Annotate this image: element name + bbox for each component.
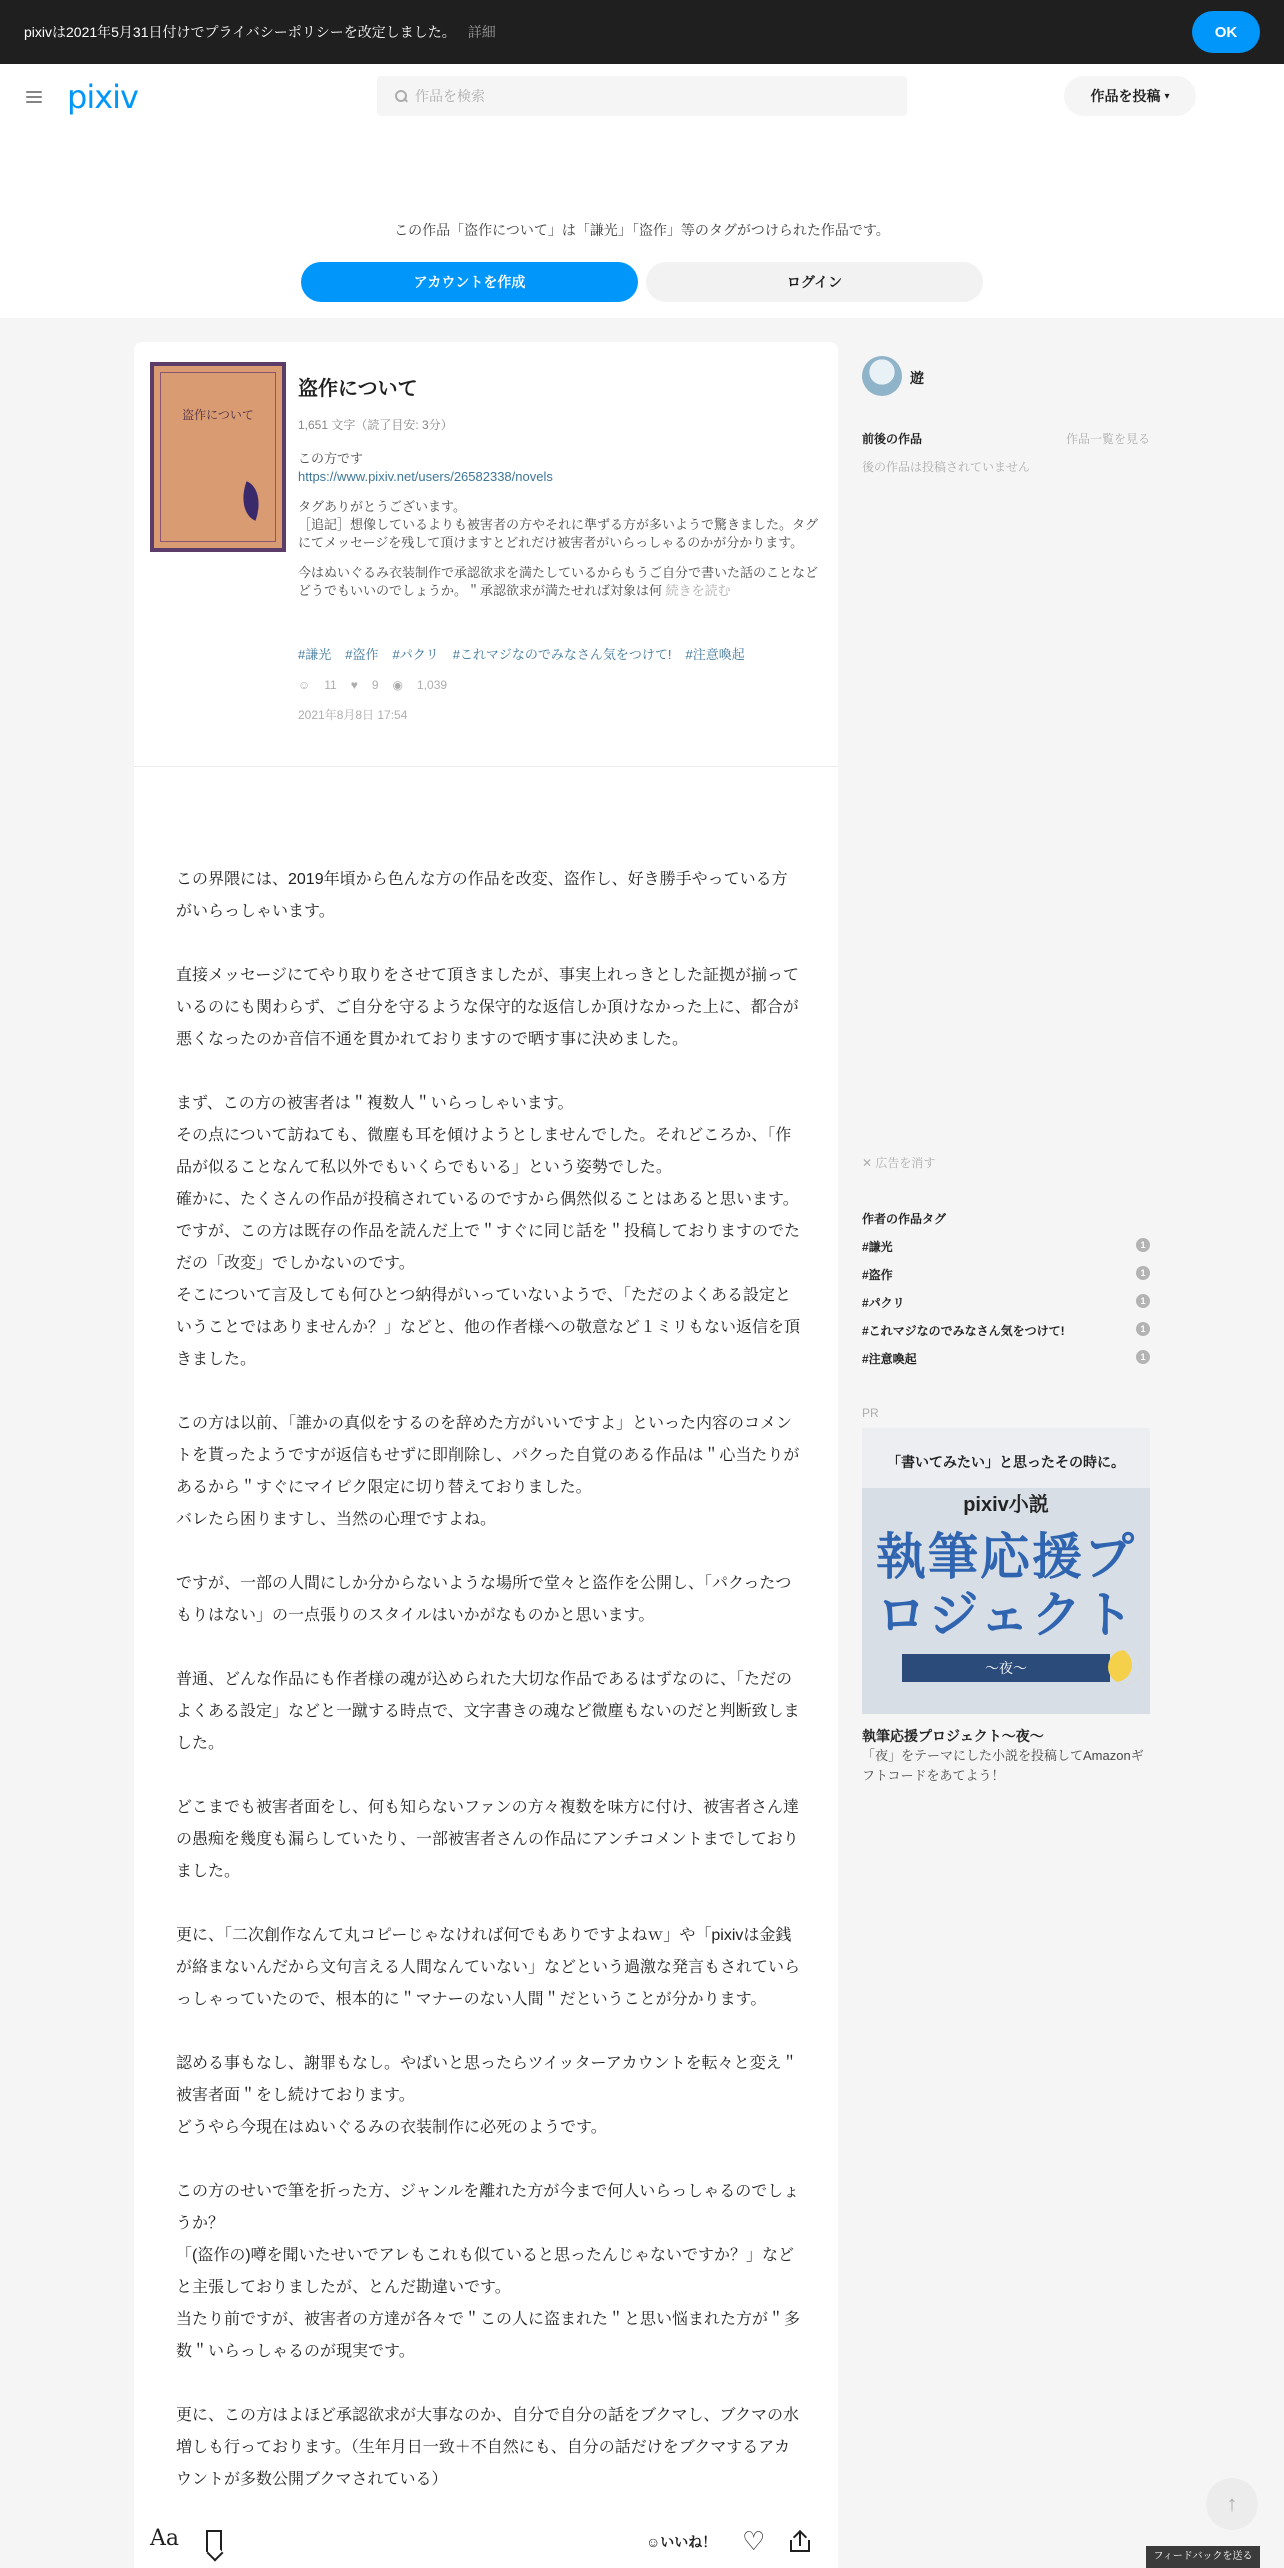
ad-description: 「夜」をテーマにした小説を投稿してAmazonギフトコードをあてよう！ (862, 1748, 1144, 1783)
caption-line: ［追記］想像しているよりも被害者の方やそれに準ずる方が多いようで驚きました。タグにてメッセージを残して頂けますとどれだけ被害者がいらっしゃるのかが分かります。 (298, 517, 819, 550)
search-input[interactable] (377, 76, 907, 116)
avatar[interactable] (862, 356, 902, 396)
author-tag-item[interactable] (862, 1294, 1150, 1311)
login-button[interactable]: ログイン (646, 262, 983, 302)
no-works-text: 後の作品は投稿されていません (862, 460, 1031, 474)
ad-headline: 執筆応援プロジェクト (876, 1529, 1136, 1643)
prev-next-heading: 前後の作品 (862, 432, 923, 446)
smile-icon: ☺ (646, 2534, 661, 2550)
author-tag-name: #盗作 (862, 1268, 893, 1282)
cover-frame (160, 372, 276, 542)
scroll-top-icon[interactable]: ↑ (1206, 2478, 1258, 2530)
signup-prompt (0, 128, 1284, 318)
novel-panel (134, 342, 838, 2568)
author-tag-name: #注意喚起 (862, 1352, 917, 1366)
body-paragraph: この方のせいで筆を折った方、ジャンルを離れた方が今まで何人いらっしゃるのでしょうか？ 「(盗作の)噂を聞いたせいでアレもこれも似ていると思ったんじゃないですか？」などと主張しておりましたが、とんだ勘違いです。 当たり前ですが、被害者の方達が各々で＂この人に盗まれた＂と思い悩まれた方が＂多数＂いらっしゃるのが現実です。 (176, 2183, 801, 2360)
like-label: いいね！ (660, 2534, 717, 2550)
ad-title[interactable]: 執筆応援プロジェクト～夜～ (862, 1728, 1044, 1744)
signup-prompt-text: この作品「盗作について」は「謙光」「盗作」等のタグがつけられた作品です。 (394, 222, 890, 238)
novel-title: 盗作について (298, 378, 418, 400)
tag-count: 1 (1136, 1350, 1150, 1364)
author-tag-name: #これマジなのでみなさん気をつけて! (862, 1324, 1065, 1338)
search-icon (395, 90, 407, 102)
tag-count: 1 (1136, 1322, 1150, 1336)
hide-ad-button[interactable]: ✕ 広告を消す (862, 1156, 936, 1170)
heart-icon[interactable]: ♡ (742, 2526, 766, 2556)
smile-icon: ☺ (298, 678, 311, 692)
body-paragraph: この方は以前、「誰かの真似をするのを辞めた方がいいですよ」といった内容のコメントを貰ったようですが返信もせずに即削除し、パクった自覚のある作品は＂心当たりがあるから＂すぐにマイピク限定に切り替えておりました。 バレたら困りますし、当然の心理ですよね。 (176, 1415, 800, 1528)
author-tag-name: #謙光 (862, 1240, 893, 1254)
body-paragraph: 直接メッセージにてやり取りをさせて頂きましたが、事実上れっきとした証拠が揃っているのにも関わらず、ご自分を守るような保守的な返信しか頂けなかった上に、都合が悪くなったのか音信不通を貫かれておりますので晒す事に決めました。 (176, 967, 800, 1048)
body-paragraph: この界隈には、2019年頃から色んな方の作品を改変、盗作し、好き勝手やっている方がいらっしゃいます。 (176, 871, 788, 920)
tag-link[interactable]: #注意喚起 (685, 647, 745, 662)
tag-count: 1 (1136, 1238, 1150, 1252)
tag-count: 1 (1136, 1294, 1150, 1308)
create-account-button[interactable]: アカウントを作成 (301, 262, 638, 302)
post-work-label: 作品を投稿 (1090, 88, 1161, 104)
tag-link[interactable]: #パクリ (392, 647, 439, 662)
body-paragraph: 更に、この方はよほど承認欲求が大事なのか、自分で自分の話をブクマし、ブクマの水増しも行っております。（生年月日一致＋不自然にも、自分の話だけをブクマするアカウントが多数公開ブクマされている） (176, 2407, 800, 2488)
novel-caption (298, 450, 820, 612)
author-name[interactable]: 遊 (910, 370, 924, 386)
tag-link[interactable]: #盗作 (345, 647, 379, 662)
post-date: 2021年8月8日 17:54 (298, 708, 408, 722)
share-icon[interactable] (790, 2530, 810, 2552)
like-count: 11 (324, 678, 337, 692)
ad-ribbon: ～夜～ (902, 1654, 1110, 1682)
search-placeholder: 作品を検索 (415, 88, 485, 104)
novel-length: 1,651 文字（読了目安: 3分） (298, 418, 453, 432)
author-tag-item[interactable] (862, 1322, 1150, 1339)
author-tags-heading: 作者の作品タグ (862, 1212, 947, 1226)
author-tag-name: #パクリ (862, 1296, 905, 1310)
body-paragraph: 普通、どんな作品にも作者様の魂が込められた大切な作品であるはずなのに、「ただのよくある設定」などと一蹴する時点で、文字書きの魂など微塵もないのだと判断致しました。 (176, 1671, 800, 1752)
ok-button[interactable]: OK (1192, 11, 1260, 53)
chevron-down-icon: ▾ (1164, 90, 1170, 102)
body-paragraph: まず、この方の被害者は＂複数人＂いらっしゃいます。 その点について訪ねても、微塵も耳を傾けようとしませんでした。それどころか、「作品が似ることなんて私以外でもいくらでもいる」という姿勢でした。 確かに、たくさんの作品が投稿されているのですから偶然似ることはあると思います。ですが、この方は既存の作品を読んだ上で＂すぐに同じ話を＂投稿しておりますのでただの「改変」でしかないのです。 そこについて言及しても何ひとつ納得がいっていないようで、「ただのよくある設定ということではありませんか？」などと、他の作者様への敬意など１ミリもない返信を頂きました。 (176, 1095, 801, 1368)
post-work-button[interactable] (1064, 76, 1196, 116)
privacy-notice-bar (0, 0, 1284, 64)
privacy-details-link[interactable]: 詳細 (467, 24, 496, 40)
menu-icon[interactable] (26, 91, 42, 103)
feedback-button[interactable]: フィードバックを送る (1146, 2546, 1260, 2568)
tag-count: 1 (1136, 1266, 1150, 1280)
eye-icon: ◉ (392, 678, 404, 692)
ad-brand: pixiv小説 (963, 1494, 1049, 1516)
divider (134, 766, 838, 767)
privacy-notice-text: pixivは2021年5月31日付けでプライバシーポリシーを改定しました。 (24, 24, 456, 40)
ad-tagline: 「書いてみたい」と思ったその時に。 (862, 1428, 1150, 1488)
tag-link[interactable]: #これマジなのでみなさん気をつけて! (452, 647, 672, 662)
author-tag-item[interactable] (862, 1266, 1150, 1283)
novel-body (176, 864, 800, 2528)
tag-link[interactable]: #謙光 (298, 647, 332, 662)
view-count: 1,039 (417, 678, 448, 692)
novel-stats (298, 678, 447, 692)
bookmark-icon[interactable] (206, 2530, 222, 2552)
pixiv-logo[interactable]: pixiv (67, 78, 138, 116)
novel-cover[interactable] (150, 362, 286, 552)
body-paragraph: 認める事もなし、謝罪もなし。やばいと思ったらツイッターアカウントを転々と変え＂被害者面＂をし続けております。 どうやら今現在はぬいぐるみの衣装制作に必死のようです。 (176, 2055, 798, 2136)
author-tag-item[interactable] (862, 1350, 1150, 1367)
caption-line: タグありがとうございます。 (298, 499, 466, 514)
work-list-link[interactable]: 作品一覧を見る (1065, 432, 1150, 446)
font-settings-button[interactable]: Aa (150, 2526, 180, 2551)
caption-line: 今はぬいぐるみ衣装制作で承認欲求を満たしているからもうご自分で書いた話のことなどどうでもいいのでしょうか。＂承認欲求が満たせれば対象は何 (298, 565, 819, 598)
novel-tags (298, 644, 745, 663)
caption-line: この方です (298, 451, 364, 466)
caption-link[interactable]: https://www.pixiv.net/users/26582338/novels (298, 469, 553, 484)
moon-icon (1108, 1650, 1142, 1684)
reader-toolbar (134, 2516, 838, 2568)
bookmark-count: 9 (371, 678, 379, 692)
ad-banner[interactable] (862, 1428, 1150, 1714)
read-more-link[interactable]: 続きを読む (665, 583, 731, 598)
body-paragraph: 更に、「二次創作なんて丸コピーじゃなければ何でもありですよねｗ」や「pixivは金銭が絡まないんだから文句言える人間なんていない」などという過激な発言もされていらっしゃっていたので、根本的に＂マナーのない人間＂だということが分かります。 (176, 1927, 801, 2008)
body-paragraph: どこまでも被害者面をし、何も知らないファンの方々複数を味方に付け、被害者さん達の愚痴を幾度も漏らしていたり、一部被害者さんの作品にアンチコメントまでしておりました。 (176, 1799, 800, 1880)
author-tag-item[interactable] (862, 1238, 1150, 1255)
body-paragraph: ですが、一部の人間にしか分からないような場所で堂々と盗作を公開し、「パクったつもりはない」の一点張りのスタイルはいかがなものかと思います。 (176, 1575, 792, 1624)
pr-label: PR (862, 1406, 879, 1420)
cover-title: 盗作について (182, 408, 254, 422)
heart-icon: ♥ (350, 678, 358, 692)
like-button[interactable] (646, 2532, 716, 2552)
